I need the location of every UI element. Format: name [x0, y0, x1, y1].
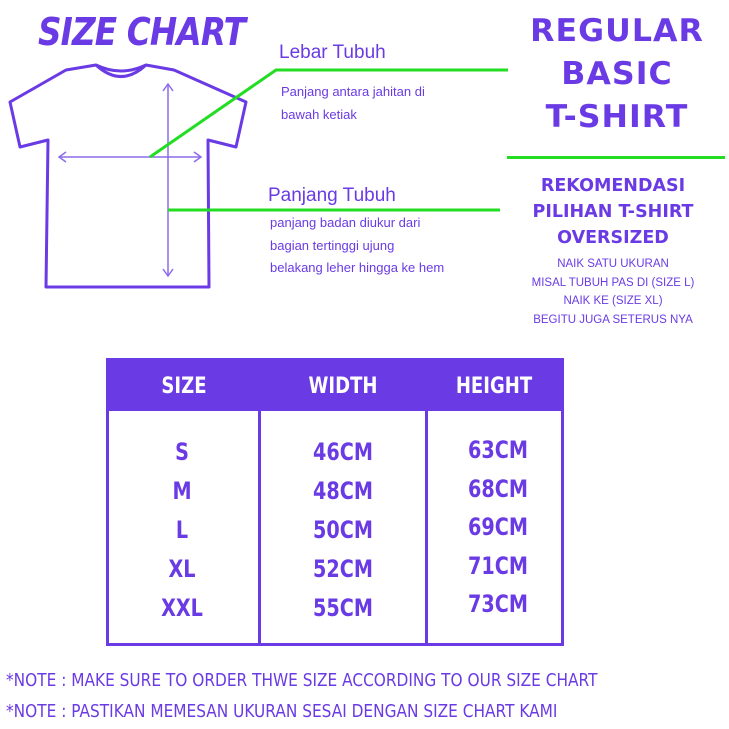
note-indonesian: *NOTE : PASTIKAN MEMESAN UKURAN SESAI DENGAN SIZE CHART KAMI	[6, 701, 558, 722]
size-table	[106, 358, 564, 646]
height-column	[428, 431, 568, 624]
recommendation-notes	[502, 255, 724, 329]
page-title: SIZE CHART	[38, 10, 246, 54]
size-cell: L	[175, 516, 189, 544]
size-column	[109, 433, 255, 628]
lebar-desc-line: bawah ketiak	[281, 107, 357, 122]
lebar-tubuh-heading: Lebar Tubuh	[279, 42, 386, 63]
width-cell: 46CM	[313, 438, 373, 466]
height-cell: 73CM	[468, 590, 528, 618]
lebar-desc-line: Panjang antara jahitan di	[281, 84, 425, 99]
panjang-desc-line: belakang leher hingga ke hem	[270, 260, 445, 275]
product-title	[517, 10, 717, 139]
table-header	[109, 361, 561, 411]
recommendation-note-line: NAIK KE (SIZE XL)	[563, 295, 663, 307]
recommendation-note-line: BEGITU JUGA SETERUS NYA	[533, 313, 693, 326]
product-title-line: BASIC	[561, 56, 673, 92]
height-cell: 68CM	[468, 474, 528, 503]
recommendation-note-line: NAIK SATU UKURAN	[557, 258, 669, 270]
panjang-tubuh-desc	[270, 212, 444, 280]
lebar-tubuh-desc	[281, 80, 425, 126]
recommendation-heading-line: REKOMENDASI	[540, 176, 686, 196]
width-cell: 52CM	[313, 555, 373, 583]
width-cell: 55CM	[313, 594, 373, 622]
size-cell: S	[175, 438, 189, 466]
header-size: SIZE	[161, 374, 207, 399]
product-title-line: REGULAR	[530, 13, 704, 49]
height-cell: 69CM	[468, 513, 528, 541]
width-column	[261, 433, 425, 628]
height-cell: 63CM	[468, 436, 528, 464]
recommendation-heading-line: OVERSIZED	[557, 228, 669, 248]
size-cell: XXL	[161, 594, 203, 622]
panjang-desc-line: bagian tertinggi ujung	[270, 237, 395, 253]
recommendation-heading	[502, 173, 724, 251]
recommendation-note-line: MISAL TUBUH PAS DI (SIZE L)	[531, 276, 695, 289]
header-height: HEIGHT	[455, 374, 533, 399]
panjang-tubuh-heading: Panjang Tubuh	[268, 185, 396, 206]
size-cell: M	[172, 477, 192, 505]
recommendation-heading-line: PILIHAN T-SHIRT	[532, 202, 694, 222]
product-title-line: T-SHIRT	[545, 99, 689, 135]
note-english: *NOTE : MAKE SURE TO ORDER THWE SIZE ACCORDING TO OUR SIZE CHART	[6, 670, 598, 691]
height-cell: 71CM	[468, 551, 528, 580]
panjang-desc-line: panjang badan diukur dari	[270, 215, 421, 230]
width-cell: 48CM	[313, 477, 373, 505]
header-width: WIDTH	[308, 374, 378, 399]
divider	[507, 156, 725, 159]
width-cell: 50CM	[313, 516, 373, 544]
size-cell: XL	[168, 555, 196, 583]
